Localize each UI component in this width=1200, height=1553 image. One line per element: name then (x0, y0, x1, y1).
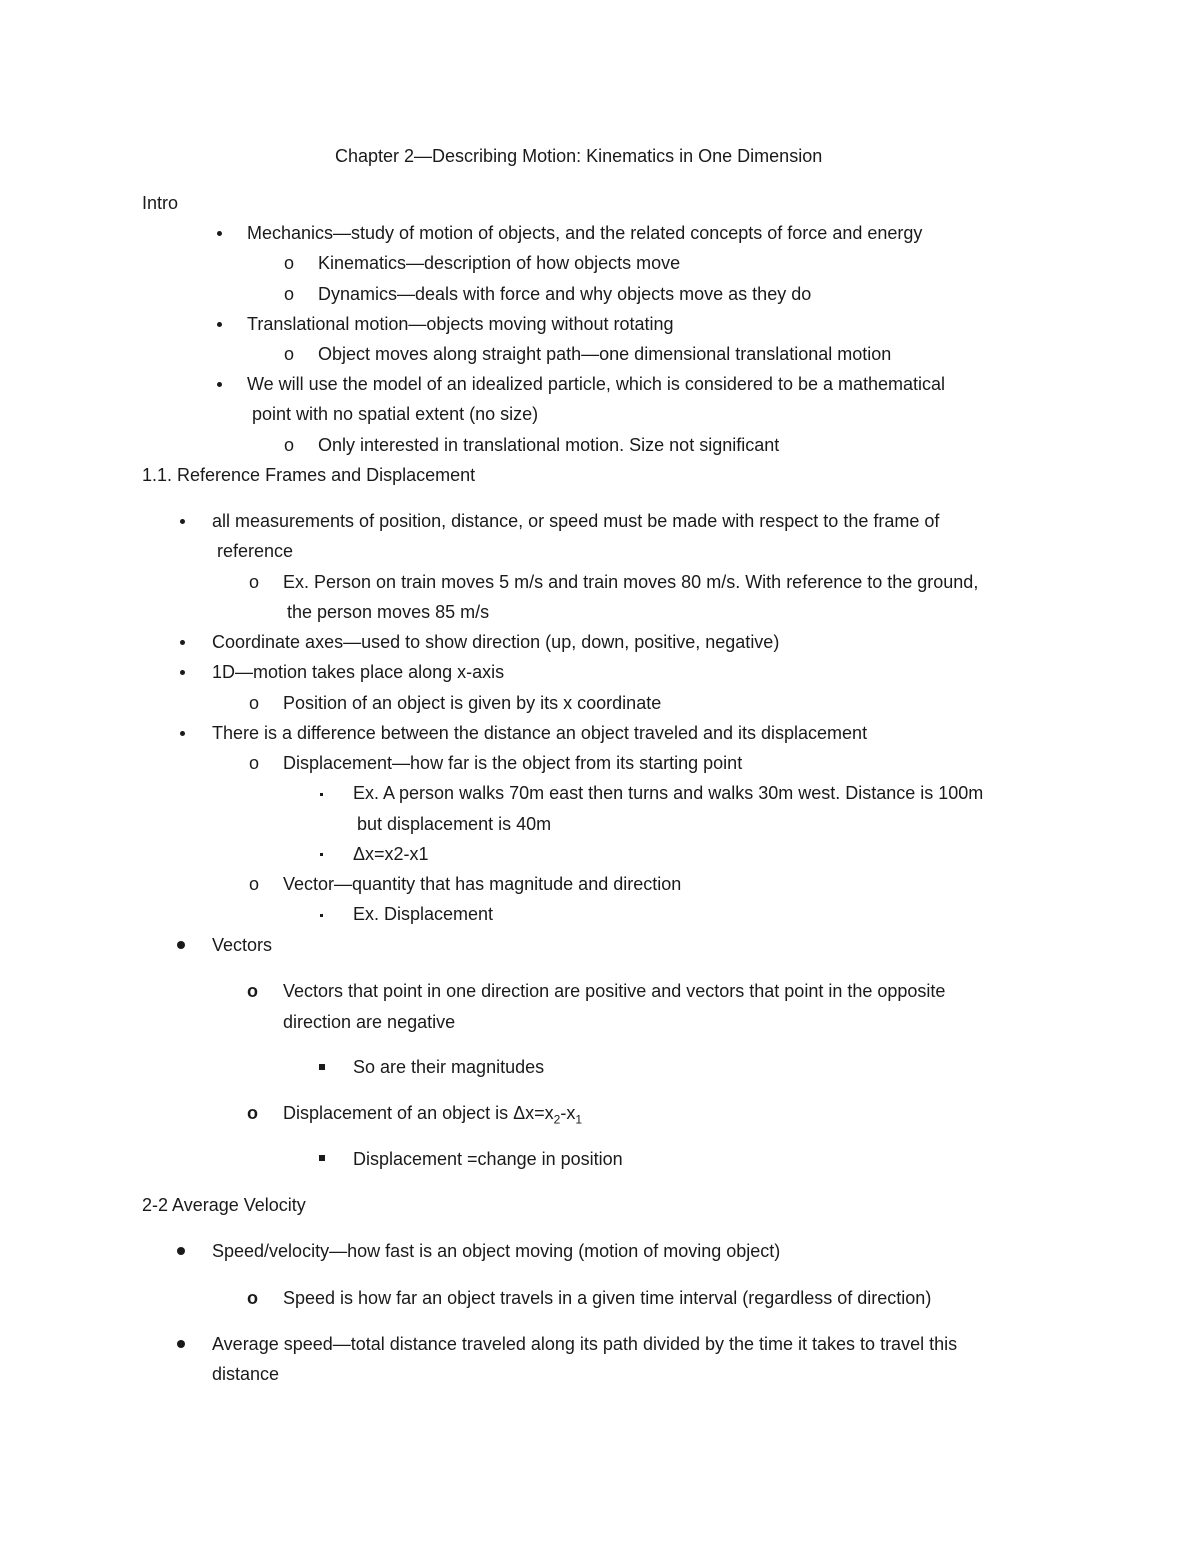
page-title: Chapter 2—Describing Motion: Kinematics in One Dimension (335, 146, 823, 166)
bullet-square (319, 1064, 325, 1070)
bullet-dot (180, 640, 185, 645)
bullet-circle: o (249, 874, 260, 894)
section-heading-intro: Intro (142, 193, 179, 213)
s22-item-speed-velocity: Speed/velocity—how fast is an object moving (motion of moving object) (212, 1241, 781, 1261)
s11-item-displacement-def: Displacement—how far is the object from its starting point (283, 753, 743, 773)
bullet-circle: o (284, 344, 295, 364)
s11-item-1d: 1D—motion takes place along x-axis (212, 662, 505, 682)
s22-item-speed-def: Speed is how far an object travels in a given time interval (regardless of direction) (283, 1288, 932, 1308)
bullet-circle: o (247, 1288, 258, 1308)
s11-item-distance-vs-displacement: There is a difference between the distance an object traveled and its displacement (212, 723, 868, 743)
bullet-dot (180, 519, 185, 524)
bullet-square (320, 793, 323, 796)
intro-item-straight-path: Object moves along straight path—one dimensional translational motion (318, 344, 892, 364)
bullet-square (320, 914, 323, 917)
s11-item-vector-direction-cont: direction are negative (283, 1012, 456, 1032)
formula-subscript: 2 (553, 1112, 561, 1127)
formula-text: -x (560, 1103, 576, 1123)
bullet-dot (177, 1340, 185, 1348)
bullet-dot (180, 731, 185, 736)
intro-item-idealized-particle: We will use the model of an idealized particle, which is considered to be a mathematical (247, 374, 946, 394)
intro-item-mechanics: Mechanics—study of motion of objects, and the related concepts of force and energy (247, 223, 923, 243)
bullet-circle: o (284, 253, 295, 273)
intro-item-size-not-significant: Only interested in translational motion. Size not significant (318, 435, 780, 455)
s11-item-magnitudes: So are their magnitudes (353, 1057, 545, 1077)
bullet-circle: o (249, 572, 260, 592)
bullet-square (319, 1155, 325, 1161)
bullet-dot (177, 1247, 185, 1255)
s11-item-position: Position of an object is given by its x coordinate (283, 693, 662, 713)
bullet-circle: o (247, 1103, 258, 1123)
s11-item-train-example: Ex. Person on train moves 5 m/s and train moves 80 m/s. With reference to the ground, (283, 572, 979, 592)
bullet-circle: o (247, 981, 258, 1001)
s11-item-vector-example: Ex. Displacement (353, 904, 494, 924)
bullet-square (320, 853, 323, 856)
s11-item-walk-example-cont: but displacement is 40m (357, 814, 552, 834)
s11-item-walk-example: Ex. A person walks 70m east then turns and walks 30m west. Distance is 100m (353, 783, 984, 803)
s11-item-vector-def: Vector—quantity that has magnitude and direction (283, 874, 682, 894)
formula-subscript: 1 (575, 1112, 583, 1127)
section-heading-average-velocity: 2-2 Average Velocity (142, 1195, 306, 1215)
intro-item-dynamics: Dynamics—deals with force and why objects move as they do (318, 284, 812, 304)
formula-text: Displacement of an object is Δx=x (283, 1103, 554, 1123)
bullet-circle: o (249, 693, 260, 713)
intro-item-kinematics: Kinematics—description of how objects move (318, 253, 681, 273)
bullet-circle: o (249, 753, 260, 773)
bullet-dot (217, 231, 222, 236)
s11-item-vectors: Vectors (212, 935, 273, 955)
s11-item-measurements-cont: reference (217, 541, 294, 561)
s22-item-average-speed-cont: distance (212, 1364, 280, 1384)
bullet-circle: o (284, 435, 295, 455)
intro-item-idealized-particle-cont: point with no spatial extent (no size) (252, 404, 539, 424)
intro-item-translational: Translational motion—objects moving without rotating (247, 314, 674, 334)
s11-item-displacement-formula (283, 1102, 582, 1131)
s11-item-train-example-cont: the person moves 85 m/s (287, 602, 490, 622)
bullet-dot (180, 670, 185, 675)
bullet-dot (217, 322, 222, 327)
bullet-circle: o (284, 284, 295, 304)
s11-item-vector-direction: Vectors that point in one direction are positive and vectors that point in the opposite (283, 981, 946, 1001)
bullet-dot (177, 941, 185, 949)
s22-item-average-speed: Average speed—total distance traveled along its path divided by the time it takes to travel this (212, 1334, 958, 1354)
s11-item-change-in-position: Displacement =change in position (353, 1149, 623, 1169)
s11-item-measurements: all measurements of position, distance, or speed must be made with respect to the frame of (212, 511, 940, 531)
section-heading-reference-frames: 1.1. Reference Frames and Displacement (142, 465, 476, 485)
bullet-dot (217, 382, 222, 387)
s11-item-delta-x: Δx=x2-x1 (353, 844, 429, 864)
s11-item-coordinate-axes: Coordinate axes—used to show direction (up, down, positive, negative) (212, 632, 780, 652)
